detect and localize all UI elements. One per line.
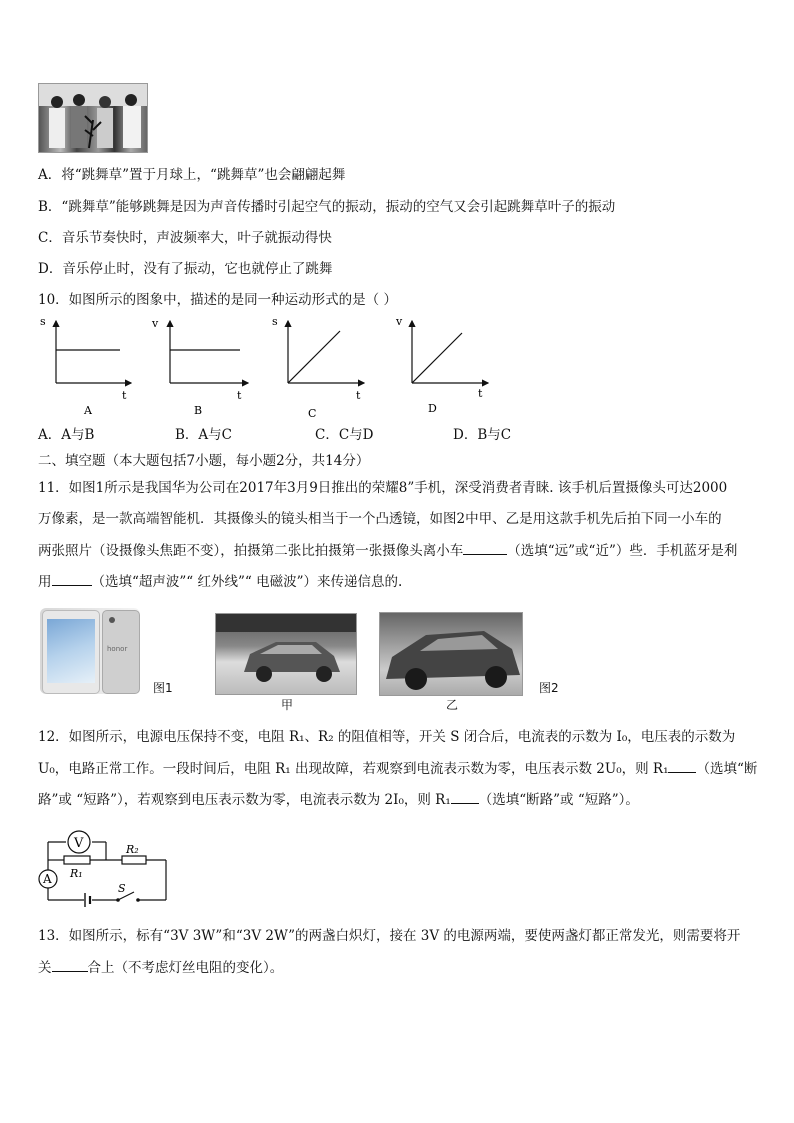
graph-d — [395, 315, 488, 415]
switch-contact-left — [116, 898, 120, 902]
q11-blank-1[interactable] — [463, 542, 507, 555]
figure-2-label: 图2 — [539, 681, 559, 695]
resistor-r2 — [122, 856, 146, 864]
q10-option-d: D．B与C — [453, 427, 512, 443]
graph-d-xlabel: t — [478, 387, 483, 400]
graph-c-ylabel: s — [272, 315, 278, 328]
q13-line-1: 13．如图所示，标有“3V 3W”和“3V 2W”的两盏白炽灯，接在 3V 的电源两端，要使两盏灯都正常发光，则需要将开 — [38, 928, 741, 944]
q12-line-1: 12．如图所示，电源电压保持不变，电阻 R₁、R₂ 的阻值相等，开关 S 闭合后，电流表的示数为 I₀，电压表的示数为 — [38, 729, 736, 745]
q10-graphs — [36, 313, 506, 423]
q10-option-c: C．C与D — [315, 427, 374, 443]
q12-line-3-text-a: 路”或 “短路”），若观察到电压表示数为零，电流表示数为 2I₀，则 R₁ — [38, 792, 451, 808]
q12-line-2-text: U₀，电路正常工作。一段时间后，电阻 R₁ 出现故障，若观察到电流表示数为零，电压表示数 2U₀，则 R₁ — [38, 761, 669, 777]
q11-blank-2[interactable] — [52, 573, 92, 586]
switch-label: S — [118, 882, 126, 895]
car-photo-yi — [379, 612, 523, 696]
photo-jia-label: 甲 — [281, 698, 294, 712]
q11-line-4 — [38, 573, 402, 590]
graph-b-caption: B — [194, 404, 203, 417]
q12-line-3-text-b: （选填“断路”或 “短路”）。 — [478, 792, 639, 808]
phone-back — [102, 610, 140, 694]
q12-line-3 — [38, 791, 639, 808]
phone-image — [40, 608, 140, 694]
q9-option-b: B．“跳舞草”能够跳舞是因为声音传播时引起空气的振动，振动的空气又会引起跳舞草叶子的振动 — [38, 199, 616, 215]
q9-option-c: C．音乐节奏快时，声波频率大，叶子就振动得快 — [38, 230, 332, 246]
graph-a — [40, 315, 131, 417]
q12-blank-2[interactable] — [451, 791, 479, 804]
graph-a-ylabel: s — [40, 315, 46, 328]
graph-b-xlabel: t — [237, 389, 242, 402]
q13-line-2-text-a: 关 — [38, 960, 52, 976]
graph-b — [151, 317, 248, 417]
voltmeter-label: V — [74, 836, 84, 851]
q13-blank[interactable] — [52, 959, 88, 972]
graph-c — [272, 315, 364, 420]
graph-b-ylabel: v — [152, 317, 159, 330]
car-jia-drawing — [216, 614, 356, 694]
graph-d-caption: D — [428, 402, 437, 415]
q9-option-d: D．音乐停止时，没有了振动，它也就停止了跳舞 — [38, 261, 333, 277]
camera-icon — [109, 617, 115, 623]
photo-figures — [39, 84, 147, 152]
q9-option-a: A．将“跳舞草”置于月球上，“跳舞草”也会翩翩起舞 — [38, 167, 346, 183]
q11-line-4-text-a: 用 — [38, 574, 52, 590]
q12-line-2-text-b: （选填“断 — [696, 761, 758, 777]
q11-line-2: 万像素，是一款高端智能机．其摄像头的镜头相当于一个凸透镜，如图2中甲、乙是用这款手机先后拍下同一小车的 — [38, 511, 722, 527]
photo-yi-label: 乙 — [446, 698, 459, 712]
section-fill-in-title: 二、填空题（本大题包括7小题，每小题2分，共14分） — [38, 453, 370, 469]
q12-line-2 — [38, 760, 757, 777]
car-photo-jia — [215, 613, 357, 695]
phone-brand: honor — [107, 645, 128, 653]
q10-stem: 10．如图所示的图象中，描述的是同一种运动形式的是（ ） — [38, 292, 397, 308]
q11-line-4-text-b: （选填“超声波”“ 红外线”“ 电磁波”）来传递信息的. — [91, 574, 403, 590]
q11-line-3-text-b: （选填“远”或“近”）些．手机蓝牙是利 — [507, 543, 738, 559]
graph-c-caption: C — [308, 407, 317, 420]
graph-c-xlabel: t — [356, 389, 361, 402]
graph-d-ylabel: v — [396, 315, 403, 328]
q11-line-1: 11．如图1所示是我国华为公司在2017年3月9日推出的荣耀8”手机，深受消费者青睐. 该手机后置摄像头可达2000 — [38, 480, 728, 496]
q10-option-b: B．A与C — [175, 427, 232, 443]
r2-label: R₂ — [126, 843, 139, 856]
q12-blank-1[interactable] — [668, 760, 696, 773]
q11-line-3 — [38, 542, 737, 559]
ammeter-label: A — [43, 872, 52, 886]
graph-a-xlabel: t — [122, 389, 127, 402]
phone-screen — [47, 619, 95, 683]
figure-1-label: 图1 — [153, 681, 173, 695]
dancing-plant-photo — [38, 83, 148, 153]
graph-a-caption: A — [84, 404, 92, 417]
resistor-r1 — [64, 856, 90, 864]
q13-line-2 — [38, 959, 283, 976]
switch-contact-right — [136, 898, 140, 902]
q12-circuit-diagram — [34, 818, 174, 914]
q10-option-a: A．A与B — [38, 427, 95, 443]
car-yi-drawing — [380, 613, 522, 695]
q11-line-3-text-a: 两张照片（设摄像头焦距不变），拍摄第二张比拍摄第一张摄像头离小车 — [38, 543, 464, 559]
r1-label: R₁ — [70, 867, 83, 880]
q13-line-2-text-b: 合上（不考虑灯丝电阻的变化）。 — [87, 960, 284, 976]
phone-front — [42, 610, 100, 694]
